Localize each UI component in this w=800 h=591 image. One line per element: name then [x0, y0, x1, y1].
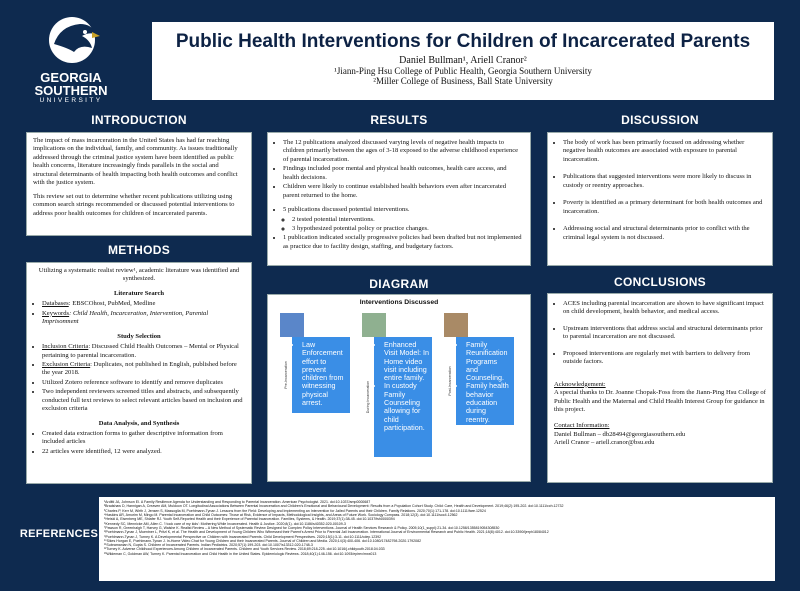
diagram-column-during: [362, 313, 440, 463]
discussion-item-1: • The body of work has been primarily focused on addressing whether negative health outcomes are associated with exposure to parental incarceration.: [563, 139, 766, 164]
results-item-2: • Findings included poor mental and physical health outcomes, health care access, and health decisions.: [283, 165, 524, 182]
reference-item: ⁷Pawson R, Greenhalgh T, Harvey G, Walshe K. Realist Review – A New Method of Systematic Review Designed for Complex Policy Interventions. Journal of Health Services Research & Policy. 2005;10(1_suppl):21-34. doi:10.1258/1355819054308530: [104, 525, 500, 530]
university-logo: [30, 14, 112, 104]
reference-item: ¹¹Subramanian N, Gupta S. Children of Incarcerated Parents. Indian Pediatrics. 2020;57(1):199-203. doi:10.1007/s13312-020-1748-3: [104, 543, 313, 548]
discussion-heading: DISCUSSION: [621, 113, 699, 127]
diagram-column-post: [444, 313, 522, 463]
reference-item: ¹Arditti JA, Johnson EI. A Family Resilience Agenda for Understanding and Responding to Parental Incarceration. American Psychologist. 2021. doi:10.1037/amp0000687: [104, 500, 371, 504]
databases-item: • Databases: EBSCOhost, PubMed, Medline: [42, 300, 245, 308]
logo-text-southern: SOUTHERN: [34, 83, 108, 98]
eagle-logo-icon: [30, 14, 112, 66]
post-incarceration-item-1: • Family Reunification Programs and Counseling.: [466, 341, 511, 382]
logo-text-university: UNIVERSITY: [39, 97, 103, 104]
during-incarceration-photo: [362, 313, 386, 337]
data-analysis-title: Data Analysis, and Synthesis: [98, 419, 180, 427]
results-item-5: • 1 publication indicated socially progressive policies had been drafted but not implemented as practice due to facility design, staffing, and budgetary factors.: [283, 234, 524, 251]
data-analysis-list: [33, 430, 245, 456]
discussion-item-2: • Publications that suggested interventions were more likely to discuss in custody or reentry approaches.: [563, 173, 766, 190]
methods-intro: Utilizing a systematic realist review¹, academic literature was identified and synthesized.: [38, 267, 240, 283]
conclusions-heading: CONCLUSIONS: [614, 275, 706, 289]
inclusion-criteria-item: • Inclusion Criteria: Discussed Child Health Outcomes – Mental or Physical pertaining to parental incarceration.: [42, 343, 245, 360]
discussion-list: [554, 139, 766, 242]
reference-item: ⁸Poehlmann-Tynan J, Muentner L, Pritzl K, et al. The Health and Development of Young Children Who Witnessed their Parent's Arrest Prior to Parental Jail Incarceration. International Journal of Environmental Research and Public Health. 2021;18(8):4012. doi:10.3390/ijerph18084012: [104, 530, 549, 535]
reference-item: ²Bradshaw D, Hannigan A, Creaven AM, Muldoon OT. Longitudinal Associations Between Parental Incarceration and Children's Emotional and Behavioural Development: Results from a Population Cohort Study. Child: Care, Health and Development. 2019;46(2):195-202. doi:10.1111/cch.12732: [104, 504, 564, 509]
introduction-heading: INTRODUCTION: [91, 113, 187, 127]
acknowledgement-block: [554, 381, 766, 415]
conclusions-item-3: • Proposed interventions are regularly met with barriers to delivery from outside factors.: [563, 350, 766, 367]
discussion-panel: [547, 132, 773, 266]
results-subitem-2: ◦ 3 hypothesized potential policy or practice changes.: [292, 225, 524, 233]
poster-affiliation-2: ²Miller College of Business, Ball State University: [373, 76, 553, 86]
conclusions-panel: [547, 293, 773, 483]
during-incarceration-item-2: • In custody Family Counseling allowing for child participation.: [384, 382, 429, 432]
reference-item: ⁹Poehlmann-Tynan J, Turney K. A Developmental Perspective on Children with Incarcerated Parents. Child Development Perspectives. 2020;15(1):3-11. doi:10.1111/cdep.12392: [104, 534, 382, 539]
literature-search-title: Literature Search: [113, 289, 165, 297]
study-selection-title: Study Selection: [117, 332, 161, 340]
reference-item: ¹²Turney K. Adverse Childhood Experiences Among Children of Incarcerated Parents. Children and Youth Services Review. 2018;89:218-225. doi:10.1016/j.childyouth.2018.04.033: [104, 547, 385, 552]
poster-authors: Daniel Bullman¹, Ariell Cranor²: [399, 55, 527, 66]
results-item-1: • The 12 publications analyzed discussed varying levels of negative health impacts to children primarily between the ages of 3-18 exposed to the adverse childhood experience of parental incarceration.: [283, 139, 524, 164]
data-extraction-item: • Created data extraction forms to gather descriptive information from included articles: [42, 430, 245, 447]
post-incarceration-photo: [444, 313, 468, 337]
conclusions-list: [554, 300, 766, 367]
post-incarceration-item-2: • Family health behavior education during reentry.: [466, 382, 511, 423]
introduction-paragraph-1: The impact of mass incarceration in the United States has had far reaching implications on the individual, family, and community. As issues traditionally addressed through the criminal justice system have been identified as public health concerns, literature increasingly finds parallels in the social and structural determinants of health impacting both health outcomes and conflict with the justice system.: [33, 137, 238, 187]
title-banner: [152, 22, 774, 100]
references-list: [104, 500, 770, 556]
diagram-panel: [267, 294, 531, 482]
reviewers-item: • Two independent reviewers screened titles and abstracts, and subsequently conducted full text reviews to select relevant articles based on inclusion and exclusion criteria: [42, 388, 245, 413]
contact-bullman: Daniel Bullman – db28494@georgiasouthern.edu: [554, 430, 686, 438]
results-panel: [267, 132, 531, 266]
literature-search-list: [33, 300, 245, 326]
results-item-4: • 5 publications discussed potential interventions. ◦ 2 tested potential interventions. ◦ 3 hypothesized potential policy or practice changes.: [283, 206, 524, 233]
during-incarceration-item-1: • Enhanced Visit Model: In Home video visit including entire family.: [384, 341, 429, 382]
diagram-heading: DIAGRAM: [369, 277, 429, 291]
diagram-column-pre: [280, 313, 358, 463]
post-incarceration-label: Post-Incarceration: [444, 337, 456, 425]
pre-incarceration-label: Pre-Incarceration: [280, 337, 292, 413]
introduction-paragraph-2: This review set out to determine whether recent publications utilizing using common search strings recommended or discussed potential interventions to address poor health outcomes for children of incarcerated parents.: [33, 192, 235, 217]
conclusions-item-1: • ACES including parental incarceration are shown to have significant impact on child development, health behavior, and medical access.: [563, 300, 766, 317]
zotero-item: • Utilized Zotero reference software to identify and remove duplicates: [42, 379, 245, 387]
pre-incarceration-text: • Law Enforcement effort to prevent children from witnessing physical arrest.: [302, 341, 347, 407]
results-subitem-1: ◦ 2 tested potential interventions.: [292, 216, 524, 224]
articles-count-item: • 22 articles were identified, 12 were analyzed.: [42, 448, 245, 456]
pre-incarceration-box: [292, 337, 350, 413]
reference-item: ⁵Heiski A, Eisenberg ME, Shlafer RJ. Youth Self-Reported Health and their Experience of Parental Incarceration. Families, Systems, & Health. 2019;37(1):38-45. doi:10.1037/fsh0000394: [104, 517, 395, 522]
during-incarceration-box: [374, 337, 432, 457]
acknowledgement-text: A special thanks to Dr. Joanne Chopak-Foss from the Jiann-Ping Hsu College of Public Health and the Maternal and Child Health Interest Group for guidance in this project.: [554, 389, 766, 413]
exclusion-criteria-item: • Exclusion Criteria: Duplicates, not published in English, published before the year 2018.: [42, 361, 245, 378]
diagram-title: Interventions Discussed: [359, 299, 439, 306]
logo-text-georgia: GEORGIA: [40, 70, 102, 85]
reference-item: ¹³Wildeman C, Goldman AW, Turney K. Parental Incarceration and Child Health in the United States. Epidemiologic Reviews. 2018;40(1):146-156. doi:10.1093/epirev/mxx013: [104, 551, 377, 556]
methods-panel: [26, 262, 252, 484]
reference-item: ⁶Kennedy SC, Mennicke AM, Allen C. 'I took care of my kids': Mothering While Incarcerated. Health & Justice. 2020;8(1). doi:10.1186/s40352-020-00109-3: [104, 521, 346, 526]
post-incarceration-box: [456, 337, 514, 425]
methods-heading: METHODS: [107, 243, 171, 257]
references-panel: [99, 497, 775, 581]
results-list: [274, 139, 524, 251]
discussion-item-3: • Poverty is identified as a primary determinant for both health outcomes and incarceration.: [563, 199, 766, 216]
poster-title: Public Health Interventions for Children of Incarcerated Parents: [175, 31, 751, 52]
reference-item: ³Charles P, Kerr M, Wirth J, Jensen S, Massoglia M, Poehlmann-Tynan J. Lessons from the Field: Developing and Implementing an Intervention for Jailed Parents and their Children. Family Relations. 2020;70(1):171-178. doi:10.1111/fare.12524: [104, 508, 486, 513]
contact-cranor: Ariell Cranor – ariell.cranor@bsu.edu: [554, 439, 655, 447]
introduction-panel: [26, 132, 252, 236]
during-incarceration-label: During Incarceration: [362, 337, 374, 457]
poster-affiliation-1: ¹Jiann-Ping Hsu College of Public Health, Georgia Southern University: [334, 66, 592, 76]
results-heading: RESULTS: [370, 113, 428, 127]
keywords-item: • Keywords: Child Health, Incarceration, Intervention, Parental Imprisonment: [42, 310, 245, 327]
references-heading: REFERENCES: [19, 528, 99, 540]
contact-block: [554, 422, 766, 447]
conclusions-item-2: • Upstream interventions that address social and structural determinants prior to parental incarceration are not discussed.: [563, 325, 766, 342]
pre-incarceration-photo: [280, 313, 304, 337]
reference-item: ¹⁰Sikes Horgan E, Poehlmann-Tynan J. In-Home Video Chat for Young Children and their Incarcerated Parents. Journal of Children and Media. 2020;14(3):400-406. doi:10.1080/17482798.2020.1792082: [104, 538, 422, 543]
study-selection-list: [33, 343, 245, 414]
discussion-item-4: • Addressing social and structural determinants prior to conflict with the criminal legal system is not discussed.: [563, 225, 766, 242]
reference-item: ⁴Haskins AR, Amorim M, Mingo M. Parental Incarceration and Child Outcomes: Those at Risk, Evidence of Impacts, Methodological Insights, and Areas of Future Work. Sociology Compass. 2018;12(3). doi:10.1111/soc4.12562: [104, 512, 458, 517]
acknowledgement-title: Acknowledgement:: [554, 380, 606, 388]
diagram-columns: [280, 313, 520, 463]
results-item-3: • Children were likely to continue established health behaviors even after incarcerated parent returned to the home.: [283, 183, 524, 200]
contact-title: Contact Information:: [554, 422, 610, 430]
